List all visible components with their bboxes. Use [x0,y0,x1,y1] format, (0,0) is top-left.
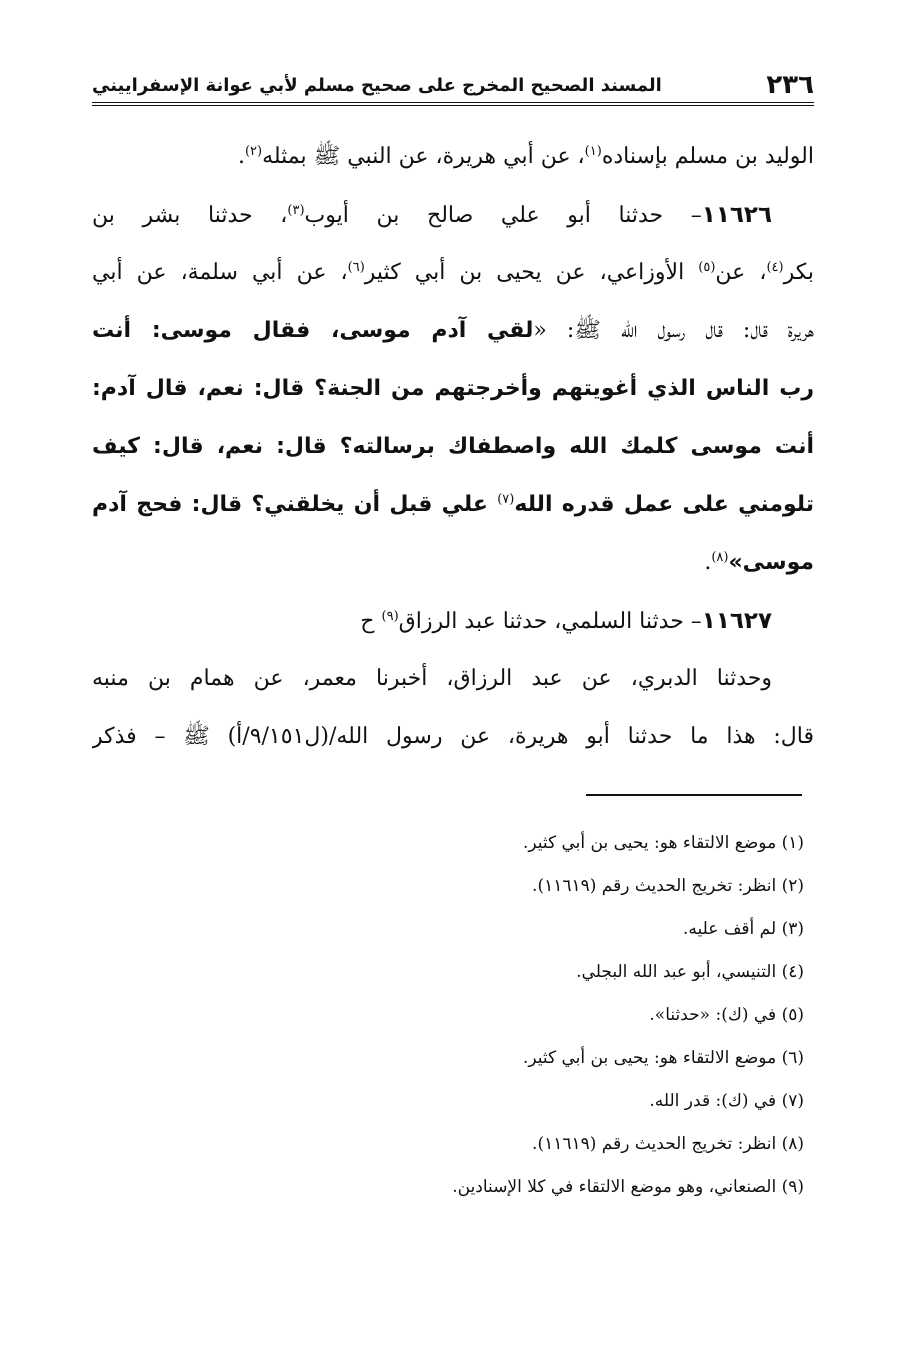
main-text [92,128,814,766]
running-title: المسند الصحيح المخرج على صحيح مسلم لأبي عوانة الإسفراييني [92,75,662,96]
hadith-text: موسى» [728,550,814,575]
footnote-ref: (٦) [347,260,365,275]
footnote-ref: (٨) [711,550,729,565]
footnote-ref: (١) [584,144,602,159]
footnote: (١) موضع الالتقاء هو: يحيى بن أبي كثير. [522,833,804,853]
footnote-ref: (٩) [381,609,399,624]
text-line: قال: هذا ما حدثنا أبو هريرة، عن رسول الله/(ل٩/١٥١/أ) ﷺ – فذكر [92,724,814,749]
footnote-ref: (٤) [766,260,784,275]
hadith-text: رب الناس الذي أغويتهم وأخرجتهم من الجنة؟ قال: نعم، قال آدم: [92,376,814,401]
footnote-ref: (٢) [244,144,263,159]
text-line: وحدثنا الدبري، عن عبد الرزاق، أخبرنا معمر، عن همام بن منبه [92,666,772,691]
hadith-text: لقي آدم موسى، فقال موسى: أنت [92,318,534,343]
footnotes [92,822,814,1209]
footnote: (٤) التنيسي، أبو عبد الله البجلي. [576,962,804,982]
footnote: (٣) لم أقف عليه. [683,919,804,939]
hadith-text: أنت موسى كلمك الله واصطفاك برسالته؟ قال: نعم، قال: كيف [92,434,814,459]
footnote-separator [586,794,802,796]
hadith-number: ١١٦٢٦ [701,202,772,228]
hadith-heading-line: ١١٦٢٦– حدثنا أبو علي صالح بن أيوب$^{(٣)}$، حدثنا بشر بن [92,202,772,228]
hadith-text: علي قبل أن يخلقني؟ قال: فحج آدم [92,492,498,517]
footnote: (٩) الصنعاني، وهو موضع الالتقاء في كلا الإسنادين. [452,1177,804,1197]
footnote-ref: (٥) [698,260,716,275]
hadith-text: تلومني على عمل قدره الله [514,492,814,517]
text-line: بكر$^{(٤)}$، عن$^{(٥)}$ الأوزاعي، عن يحيى بن أبي كثير$^{(٦)}$، عن أبي سلمة، عن أبي [92,260,814,285]
footnote: (٧) في (ك): قدر الله. [649,1091,804,1111]
page-number: ٢٣٦ [766,70,814,100]
text-line [92,418,814,476]
text-line: هريرة قال: قال رسول الله ﷺ: «لقي آدم موسى، فقال موسى: أنت [92,318,814,343]
text-line [92,476,814,534]
hadith-number: ١١٦٢٧ [701,608,772,634]
text-line: موسى»$^{(٨)}$. [704,550,814,575]
footnote: (٦) موضع الالتقاء هو: يحيى بن أبي كثير. [522,1048,804,1068]
text-line: الوليد بن مسلم بإسناده$^{(١)}$، عن أبي هريرة، عن النبي ﷺ بمثله$^{(٢)}$. [237,144,814,169]
footnote: (٥) في (ك): «حدثنا». [649,1005,804,1025]
footnote: (٢) انظر: تخريج الحديث رقم (١١٦١٩). [532,876,804,896]
footnote-ref: (٣) [287,203,305,218]
hadith-heading-line: ١١٦٢٧– حدثنا السلمي، حدثنا عبد الرزاق$^{(٩)}$ ح [360,608,772,634]
text-line [92,360,814,418]
page-header [92,62,814,106]
footnote: (٨) انظر: تخريج الحديث رقم (١١٦١٩). [532,1134,804,1154]
footnote-ref: (٧) [497,492,515,507]
